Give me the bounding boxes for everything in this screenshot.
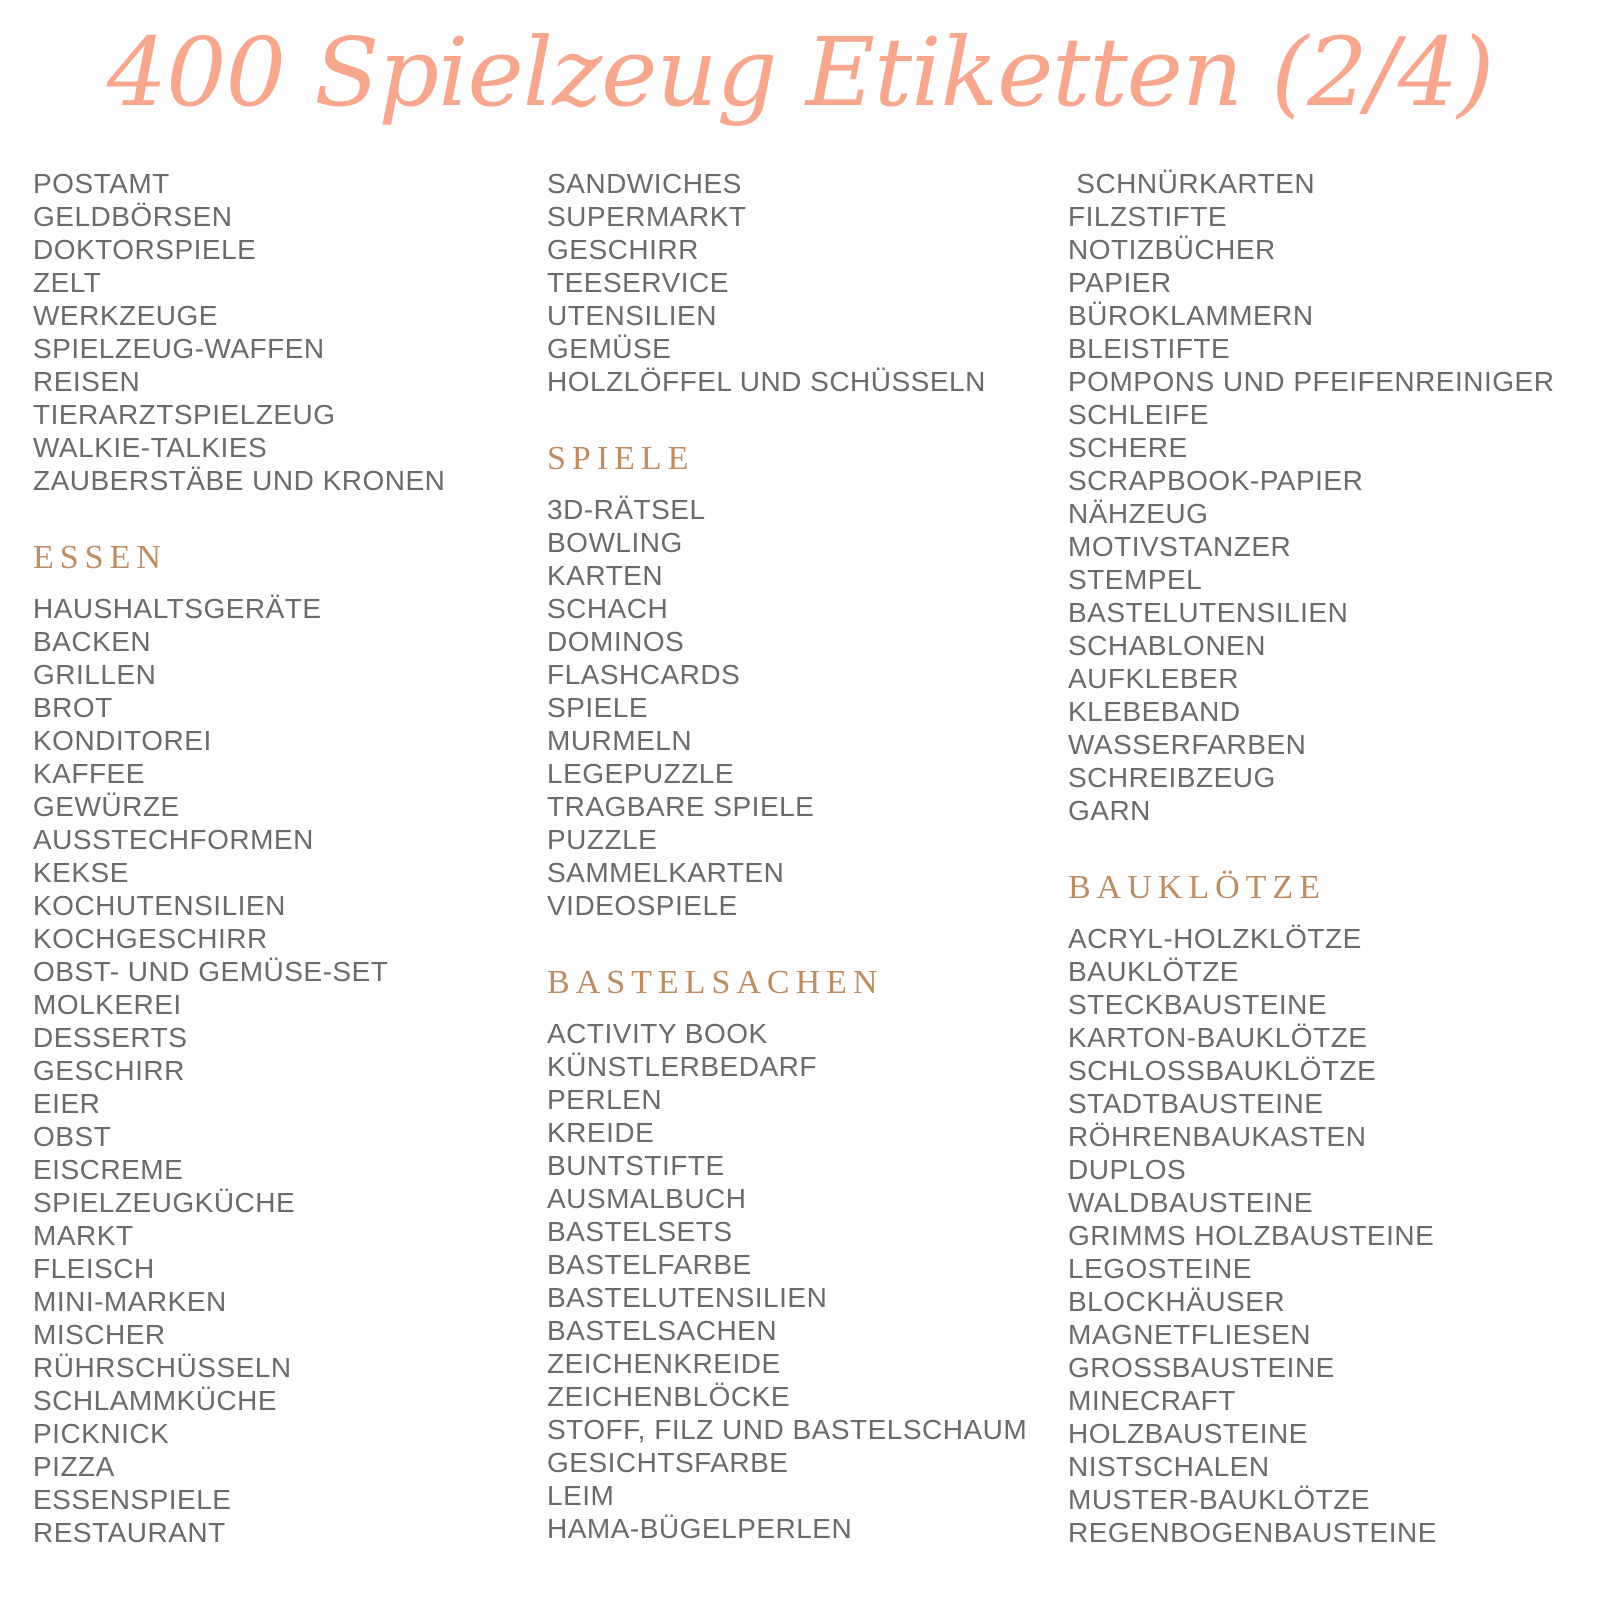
label-item: BOWLING: [547, 526, 683, 558]
label-list: [1068, 922, 1600, 1549]
label-item: AUFKLEBER: [1068, 662, 1239, 694]
label-item: KÜNSTLERBEDARF: [547, 1050, 817, 1082]
label-item: GROSSBAUSTEINE: [1068, 1351, 1335, 1383]
label-item: KOCHGESCHIRR: [33, 922, 268, 954]
label-item: PERLEN: [547, 1083, 663, 1115]
label-item: OBST- UND GEMÜSE-SET: [33, 955, 389, 987]
label-item: MUSTER-BAUKLÖTZE: [1068, 1483, 1371, 1515]
column-1: [33, 167, 547, 1549]
label-list: [547, 1017, 1068, 1545]
label-item: POMPONS UND PFEIFENREINIGER: [1068, 365, 1555, 397]
label-item: POSTAMT: [33, 167, 170, 199]
label-item: MINECRAFT: [1068, 1384, 1236, 1416]
label-item: GARN: [1068, 794, 1151, 826]
label-item: DESSERTS: [33, 1021, 188, 1053]
label-item: MOTIVSTANZER: [1068, 530, 1292, 562]
label-item: TEESERVICE: [547, 266, 729, 298]
label-item: ACTIVITY BOOK: [547, 1017, 768, 1049]
label-item: BLEISTIFTE: [1068, 332, 1231, 364]
label-list: [33, 592, 547, 1549]
label-item: BUNTSTIFTE: [547, 1149, 725, 1181]
label-item: BASTELSACHEN: [547, 1314, 778, 1346]
label-item: RESTAURANT: [33, 1516, 226, 1548]
section-header: BASTELSACHEN: [547, 963, 884, 1001]
section-header: SPIELE: [547, 439, 695, 477]
label-item: STADTBAUSTEINE: [1068, 1087, 1324, 1119]
label-item: SAMMELKARTEN: [547, 856, 785, 888]
label-item: NISTSCHALEN: [1068, 1450, 1270, 1482]
label-item: BÜROKLAMMERN: [1068, 299, 1314, 331]
label-item: RÜHRSCHÜSSELN: [33, 1351, 292, 1383]
label-item: REISEN: [33, 365, 141, 397]
label-item: DOKTORSPIELE: [33, 233, 257, 265]
label-item: SUPERMARKT: [547, 200, 747, 232]
label-item: ESSENSPIELE: [33, 1483, 232, 1515]
label-list: [1068, 167, 1600, 827]
label-item: ACRYL-HOLZKLÖTZE: [1068, 922, 1362, 954]
label-item: EISCREME: [33, 1153, 184, 1185]
label-item: STOFF, FILZ UND BASTELSCHAUM: [547, 1413, 1028, 1445]
label-item: ZEICHENKREIDE: [547, 1347, 781, 1379]
label-item: RÖHRENBAUKASTEN: [1068, 1120, 1367, 1152]
label-item: LEIM: [547, 1479, 615, 1511]
label-item: SCHABLONEN: [1068, 629, 1266, 661]
label-item: SCHLOSSBAUKLÖTZE: [1068, 1054, 1377, 1086]
label-item: BASTELUTENSILIEN: [547, 1281, 828, 1313]
label-item: KONDITOREI: [33, 724, 212, 756]
label-item: OBST: [33, 1120, 112, 1152]
label-item: BACKEN: [33, 625, 152, 657]
label-item: BAUKLÖTZE: [1068, 955, 1239, 987]
label-item: ZEICHENBLÖCKE: [547, 1380, 790, 1412]
label-item: KOCHUTENSILIEN: [33, 889, 286, 921]
label-item: LEGOSTEINE: [1068, 1252, 1252, 1284]
label-item: HAUSHALTSGERÄTE: [33, 592, 322, 624]
label-item: KARTON-BAUKLÖTZE: [1068, 1021, 1368, 1053]
label-item: HOLZBAUSTEINE: [1068, 1417, 1308, 1449]
label-item: WALKIE-TALKIES: [33, 431, 268, 463]
label-item: MISCHER: [33, 1318, 166, 1350]
label-item: GEWÜRZE: [33, 790, 180, 822]
label-item: SCHERE: [1068, 431, 1188, 463]
label-item: SCHACH: [547, 592, 669, 624]
label-item: SPIELE: [547, 691, 649, 723]
label-item: NÄHZEUG: [1068, 497, 1209, 529]
label-item: MOLKEREI: [33, 988, 182, 1020]
label-item: GESICHTSFARBE: [547, 1446, 789, 1478]
label-item: SANDWICHES: [547, 167, 742, 199]
label-item: ZELT: [33, 266, 102, 298]
label-item: PUZZLE: [547, 823, 658, 855]
label-item: STECKBAUSTEINE: [1068, 988, 1328, 1020]
label-item: VIDEOSPIELE: [547, 889, 738, 921]
label-item: DUPLOS: [1068, 1153, 1187, 1185]
column-3: [1068, 167, 1600, 1549]
label-item: SCRAPBOOK-PAPIER: [1068, 464, 1364, 496]
label-item: MINI-MARKEN: [33, 1285, 227, 1317]
label-item: WASSERFARBEN: [1068, 728, 1307, 760]
label-item: TIERARZTSPIELZEUG: [33, 398, 336, 430]
section-header: BAUKLÖTZE: [1068, 868, 1326, 906]
label-item: GEMÜSE: [547, 332, 672, 364]
label-list: [33, 167, 547, 497]
label-item: SPIELZEUGKÜCHE: [33, 1186, 296, 1218]
label-columns: [0, 167, 1600, 1549]
label-item: AUSMALBUCH: [547, 1182, 747, 1214]
label-item: EIER: [33, 1087, 101, 1119]
label-item: UTENSILIEN: [547, 299, 717, 331]
label-item: BASTELFARBE: [547, 1248, 752, 1280]
label-item: TRAGBARE SPIELE: [547, 790, 815, 822]
label-item: ZAUBERSTÄBE UND KRONEN: [33, 464, 446, 496]
label-item: SCHLEIFE: [1068, 398, 1209, 430]
page-title: 400 Spielzeug Etiketten (2/4): [106, 18, 1494, 128]
label-item: FILZSTIFTE: [1068, 200, 1227, 232]
column-2: [547, 167, 1068, 1549]
label-item: SCHLAMMKÜCHE: [33, 1384, 278, 1416]
label-list: [547, 167, 1068, 398]
label-item: KEKSE: [33, 856, 129, 888]
label-item: WERKZEUGE: [33, 299, 218, 331]
label-item: LEGEPUZZLE: [547, 757, 735, 789]
label-item: MARKT: [33, 1219, 134, 1251]
label-item: 3D-RÄTSEL: [547, 493, 706, 525]
label-item: SCHREIBZEUG: [1068, 761, 1276, 793]
label-item: MAGNETFLIESEN: [1068, 1318, 1311, 1350]
label-item: GRILLEN: [33, 658, 157, 690]
label-item: DOMINOS: [547, 625, 685, 657]
label-item: GESCHIRR: [33, 1054, 185, 1086]
label-item: HAMA-BÜGELPERLEN: [547, 1512, 853, 1544]
label-item: PIZZA: [33, 1450, 115, 1482]
label-item: KREIDE: [547, 1116, 655, 1148]
label-item: SCHNÜRKARTEN: [1068, 167, 1316, 199]
label-item: REGENBOGENBAUSTEINE: [1068, 1516, 1437, 1548]
label-item: PICKNICK: [33, 1417, 170, 1449]
label-item: KAFFEE: [33, 757, 145, 789]
label-item: BASTELSETS: [547, 1215, 733, 1247]
label-item: HOLZLÖFFEL UND SCHÜSSELN: [547, 365, 986, 397]
label-item: KARTEN: [547, 559, 664, 591]
label-item: BASTELUTENSILIEN: [1068, 596, 1349, 628]
label-item: MURMELN: [547, 724, 693, 756]
label-item: FLEISCH: [33, 1252, 155, 1284]
section-header: ESSEN: [33, 538, 167, 576]
label-item: FLASHCARDS: [547, 658, 741, 690]
label-item: GELDBÖRSEN: [33, 200, 233, 232]
label-item: GRIMMS HOLZBAUSTEINE: [1068, 1219, 1435, 1251]
label-list: [547, 493, 1068, 922]
label-item: GESCHIRR: [547, 233, 699, 265]
label-item: AUSSTECHFORMEN: [33, 823, 314, 855]
label-item: BLOCKHÄUSER: [1068, 1285, 1286, 1317]
label-item: KLEBEBAND: [1068, 695, 1241, 727]
label-item: BROT: [33, 691, 113, 723]
label-item: WALDBAUSTEINE: [1068, 1186, 1314, 1218]
label-item: NOTIZBÜCHER: [1068, 233, 1276, 265]
label-item: STEMPEL: [1068, 563, 1203, 595]
label-item: SPIELZEUG-WAFFEN: [33, 332, 325, 364]
label-item: PAPIER: [1068, 266, 1172, 298]
